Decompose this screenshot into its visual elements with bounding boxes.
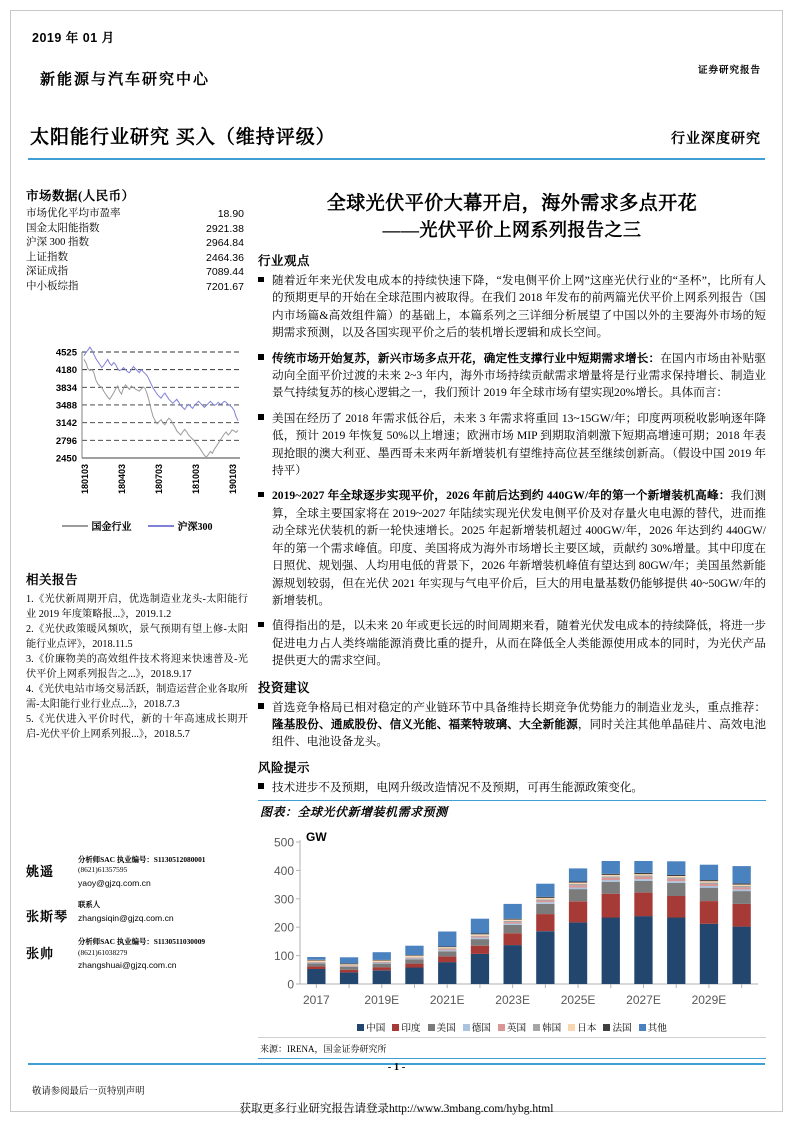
figure-title: 图表：全球光伏新增装机需求预测 [260,805,448,820]
legend-swatch [603,1024,610,1031]
bullet-point [258,487,766,609]
legend-swatch [639,1024,646,1031]
market-data-table [26,207,244,295]
legend-item-8 [639,1020,667,1034]
legend-swatch [498,1024,505,1031]
svg-text:200: 200 [273,920,294,935]
table-row [26,222,244,237]
legend-swatch [428,1024,435,1031]
report-date: 2019 年 01 月 [32,31,115,45]
section-heading-industry-view: 行业观点 [258,254,311,268]
page-number: - 1 - [387,1062,406,1073]
list-item[interactable]: 4.《光伏电站市场交易活跃，制造运营企业各取所需-太阳能行业行业点...》，2018.7.3 [26,684,248,710]
legend-label: 日本 [577,1023,597,1035]
research-center-name: 新能源与汽车研究中心 [40,72,211,88]
line-chart-x-axis [80,464,238,494]
paragraph-text: 我们测算，全球主要国家将在 2019~2027 年陆续实现光伏发电侧平价及对存量火电电源的替代，进而推动全球光伏装机的新一轮快速增长。2025 年起新增装机超过 400GW/年，2026 年达到约 440GW/年的第一个需求峰值。印度、美国将成为海外市场增长主要区域，贡献约 30%增量。其中印度在日照优、规划强、人均用电低的背景下，2026 年新增装机峰值有望达到 80GW/年；美国虽然新能源规划较弱，但在光伏 2021 年实现与气电平价后，巨大的用电量基数仍能够提供 40~50GW/年的新增装机。 [272,489,766,607]
paragraph-text: 随着近年来光伏发电成本的持续快速下降，“发电侧平价上网”这座光伏行业的“圣杯”，比所有人的预期更早的开始在全球范围内被取得。在我们 2018 年发布的前两篇光伏平价上网系列报告（国内市场篇&高效组件篇）的基础上，本篇系列之三详细分析展望了中国以外的主要海外市场的短期需求预测，以及各国实现平价之后的装机增长逻辑和成长空间。 [272,274,766,340]
legend-item-4 [498,1020,526,1034]
svg-text:4180: 4180 [55,365,77,377]
legend-label: 英国 [506,1023,527,1035]
legend-item-gjhy [62,518,132,533]
deep-research-label: 行业深度研究 [671,132,761,147]
legend-item-7 [603,1020,631,1034]
table-row [26,207,244,222]
legend-label: 美国 [436,1023,456,1035]
svg-text:180103: 180103 [80,464,90,495]
legend-label: 沪深300 [177,522,213,533]
svg-text:190103: 190103 [228,464,238,495]
investment-text-pre: 首选竞争格局已相对稳定的产业链环节中具备维持长期竞争优势能力的制造业龙头，重点推荐： [272,700,766,714]
bullet-point [258,410,766,480]
legend-item-0 [357,1020,385,1034]
svg-text:4525: 4525 [55,347,77,359]
svg-text:2021E: 2021E [429,993,465,1008]
analyst-entry [26,937,251,970]
list-item[interactable]: 3.《价廉物美的高效组件技术将迎来快速普及-光伏平价上网系列报告之...》，2018.9.17 [26,654,248,680]
bullet-square-icon [258,350,272,402]
bullet-point [258,272,766,342]
line-chart-legend [26,518,248,533]
table-row [26,251,244,266]
bullet-point [258,779,766,796]
table-row [26,236,244,251]
legend-swatch [62,525,88,527]
analyst-email[interactable]: zhangsiqin@gjzq.com.cn [78,912,174,923]
market-data-label: 上证指数 [26,251,68,263]
market-data-value: 7089.44 [206,266,244,279]
legend-label: 德国 [471,1023,491,1035]
svg-text:3142: 3142 [55,418,77,430]
svg-text:181003: 181003 [191,464,201,495]
chart-unit-label: GW [306,830,327,845]
market-data-panel [26,186,244,295]
figure-container [258,800,766,1059]
bullet-square-icon [258,617,272,669]
legend-label: 法国 [612,1023,632,1035]
analyst-email[interactable]: yaoy@gjzq.com.cn [78,877,151,888]
figure-source: 来源：IRENA，国金证券研究所 [260,1044,387,1055]
svg-text:400: 400 [273,864,294,879]
bar-chart-x-axis [303,993,726,1007]
paragraph-text: 美国在经历了 2018 年需求低谷后，未来 3 年需求将重回 13~15GW/年；印度两项税收影响逐年降低，预计 2019 年恢复 50%以上增速；欧洲市场 MIP 到期取消刺激下短期高增速可期；2018 年表现抢眼的澳大利亚、墨西哥未来两年新增装机有望维持高位甚至继续创新高。（假设中国 2019 年持平） [272,411,766,478]
bullet-square-icon [258,699,272,751]
header-divider [28,158,765,160]
main-content [258,190,766,1059]
investment-text-post: ，同时关注其他单晶硅片、高效电池组件、电池设备龙头。 [272,717,766,749]
market-data-value: 18.90 [217,208,244,220]
related-reports-title: 相关报告 [26,573,79,587]
analyst-license: 分析师SAC 执业编号：S1130511030009 [78,937,206,947]
section-heading-investment: 投资建议 [258,680,311,695]
bar-chart-legend [258,1020,766,1037]
legend-swatch [533,1024,540,1031]
legend-label: 韩国 [542,1023,562,1035]
analyst-entry [26,855,251,888]
legend-swatch [148,525,174,527]
installed-capacity-bar-chart [258,824,764,1020]
market-data-label: 国金太阳能指数 [26,222,100,234]
bullet-square-icon [258,272,272,342]
securities-report-label: 证券研究报告 [697,66,761,76]
page-title: 太阳能行业研究 买入（维持评级） [30,127,336,148]
analyst-phone: (8621)61038279 [78,947,128,957]
legend-item-hs300 [148,518,213,533]
analyst-contacts [26,855,251,982]
legend-item-6 [568,1020,596,1034]
analyst-name: 张帅 [26,946,55,962]
legend-item-1 [392,1020,420,1034]
bullet-point [258,699,766,751]
svg-text:300: 300 [273,892,294,907]
market-data-label: 市场优化平均市盈率 [26,208,121,219]
legend-item-2 [428,1020,456,1034]
analyst-name: 张斯琴 [26,909,69,925]
bar-chart-bars [307,861,751,988]
paragraph-text: 在国内市场由补贴驱动向全面平价过渡的未来 2~3 年内，海外市场持续贡献需求增量将是行业需求保持增长、制造业景气持续复苏的核心逻辑之一，我们预计 2019 年全球市场有望实现20%增长。具体而言： [272,351,766,400]
svg-text:2450: 2450 [55,453,77,465]
risk-text: 技术进步不及预期，电网升级改造情况不及预期，可再生能源政策变化。 [272,780,644,794]
market-data-label: 沪深 300 指数 [26,237,89,249]
svg-text:2017: 2017 [303,993,330,1008]
line-chart-y-axis [56,348,78,465]
paragraph-lead: 2019~2027 年全球逐步实现平价，2026 年前后达到约 440GW/年的第一个新增装机高峰： [272,489,731,503]
report-subtitle: ——光伏平价上网系列报告之三 [382,220,642,240]
analyst-role: 联系人 [78,900,101,910]
paragraph-text: 值得指出的是，以未来 20 年或更长远的时间周期来看，随着光伏发电成本的持续降低，将进一步促进电力占人类终端能源消费比重的提升，从而在降低全人类能源使用成本的同时，为光伏产品提供更大的需求空间。 [272,619,766,668]
legend-swatch [357,1024,364,1031]
legend-swatch [463,1024,470,1031]
analyst-phone: (8621)61357595 [78,865,128,875]
svg-text:500: 500 [273,835,294,850]
list-item[interactable]: 2.《光伏政策暖风频吹，景气预期有望上修-太阳能行业点评》，2018.11.5 [26,624,248,650]
svg-text:2029E: 2029E [691,993,727,1008]
legend-label: 其他 [647,1023,667,1035]
report-main-title: 全球光伏平价大幕开启，海外需求多点开花 [326,193,698,214]
market-data-value: 7201.67 [206,280,244,293]
legend-label: 中国 [366,1023,386,1035]
line-chart-svg [26,340,248,515]
analyst-email[interactable]: zhangshuai@gjzq.com.cn [78,960,177,971]
svg-text:2025E: 2025E [560,993,596,1008]
related-reports-panel [26,570,248,743]
footer-note: 敬请参阅最后一页特别声明 [32,1087,145,1097]
legend-item-5 [533,1020,561,1034]
bullet-square-icon [258,487,272,609]
svg-text:2019E: 2019E [364,993,400,1008]
market-data-value: 2464.36 [206,251,244,264]
line-chart-gridlines [82,352,240,440]
legend-label: 印度 [401,1023,421,1035]
recommended-stocks: 隆基股份、通威股份、信义光能、福莱特玻璃、大全新能源 [272,717,578,731]
svg-text:2796: 2796 [55,435,77,447]
bullet-point [258,617,766,669]
svg-text:180403: 180403 [117,464,127,495]
svg-text:2023E: 2023E [495,993,530,1008]
bar-chart-svg [258,824,764,1020]
svg-text:0: 0 [287,977,294,992]
analyst-name: 姚遥 [26,864,55,879]
svg-text:180703: 180703 [154,464,164,495]
bullet-square-icon [258,779,272,796]
legend-item-3 [463,1020,491,1034]
legend-label: 国金行业 [91,522,132,533]
list-item[interactable]: 1.《光伏新周期开启，优选制造业龙头-太阳能行业 2019 年度策略报...》，2019.1.2 [26,594,248,620]
table-row [26,280,244,295]
svg-text:2027E: 2027E [626,993,661,1008]
legend-swatch [392,1024,399,1031]
svg-text:3834: 3834 [55,382,77,394]
paragraph-lead: 传统市场开始复苏，新兴市场多点开花，确定性支撑行业中短期需求增长： [272,351,661,365]
bullet-square-icon [258,410,272,480]
bullet-point [258,350,766,402]
market-data-title: 市场数据(人民币） [26,189,135,203]
list-item[interactable]: 5.《光伏进入平价时代，新的十年高速成长期开启-光伏平价上网系列报...》，2018.5.7 [26,714,248,740]
index-performance-chart [26,340,248,515]
market-data-label: 中小板综指 [26,280,79,292]
legend-swatch [568,1024,575,1031]
market-data-value: 2921.38 [206,222,244,235]
analyst-license: 分析师SAC 执业编号：S1130512080001 [78,855,206,864]
footer-url: 获取更多行业研究报告请登录http://www.3mbang.com/hybg.html [239,1103,554,1115]
table-row [26,265,244,280]
analyst-entry [26,900,251,925]
section-heading-risk: 风险提示 [258,760,311,775]
svg-text:100: 100 [273,949,294,964]
market-data-label: 深证成指 [26,266,68,278]
svg-text:3488: 3488 [55,400,77,412]
market-data-value: 2964.84 [206,237,244,250]
